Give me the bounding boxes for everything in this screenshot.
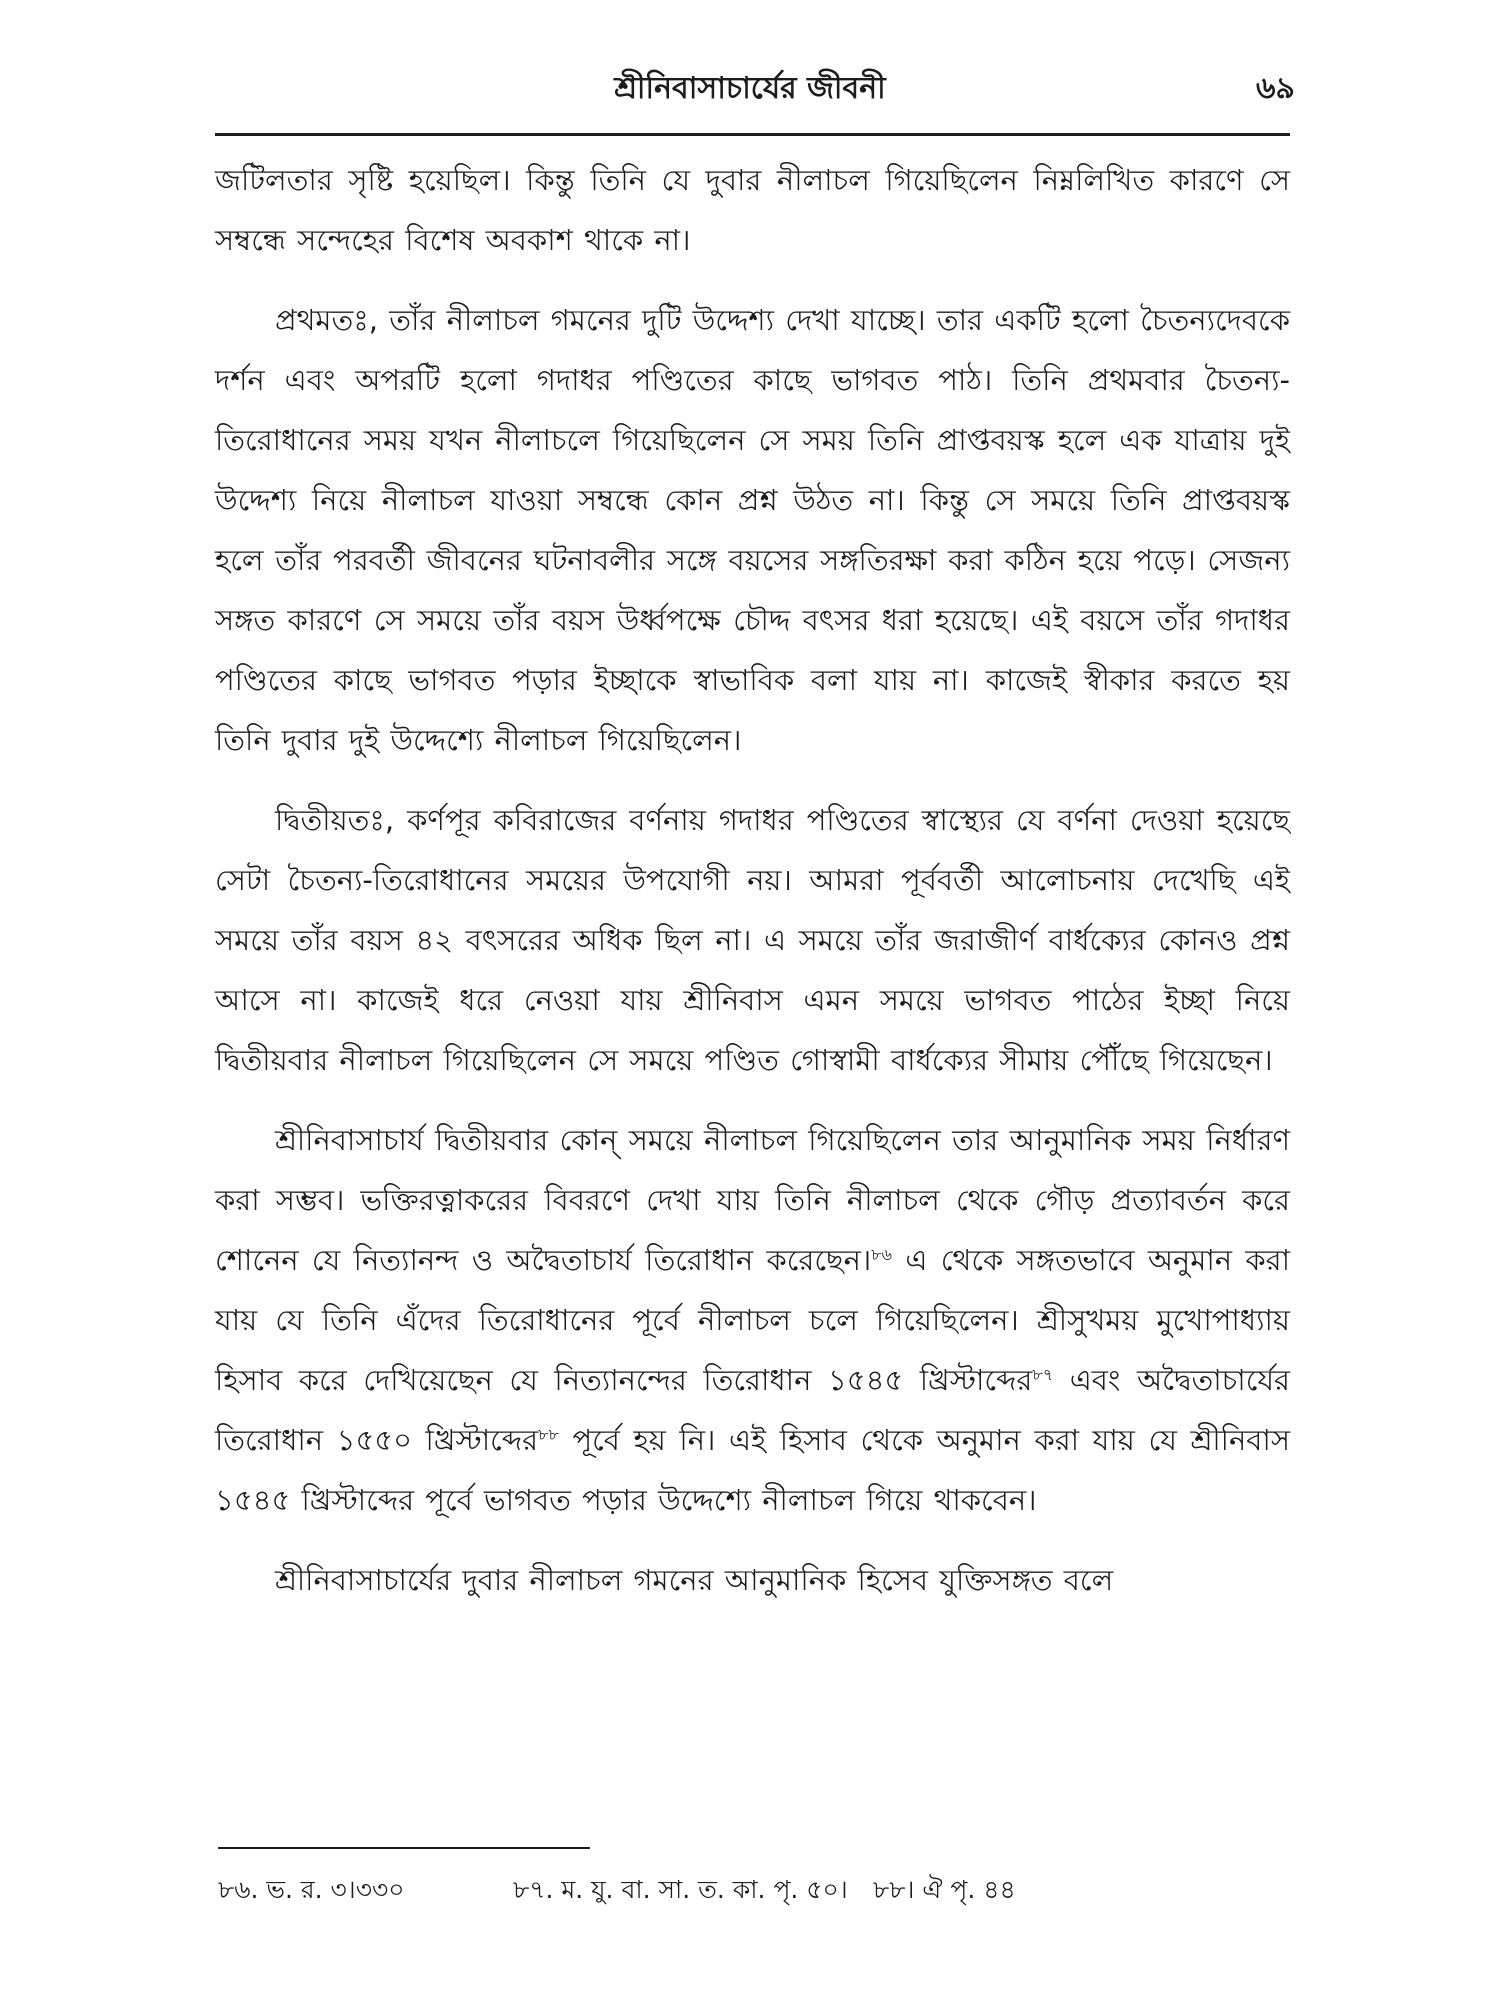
paragraph-4-text-a: শ্রীনিবাসাচার্য দ্বিতীয়বার কোন্ সময়ে নীলাচল গিয়েছিলেন তার আনুমানিক সময় নির্ধারণ করা সম্ভব। ভক্তিরত্নাকরের বিবরণে দেখা যায় তিনি নীলাচল থেকে গৌড় প্রত্যাবর্তন করে শোনেন যে নিত্যানন্দ ও অদ্বৈতাচার্য তিরোধান করেছেন। xyxy=(215,1123,1290,1277)
paragraph-5: শ্রীনিবাসাচার্যের দুবার নীলাচল গমনের আনুমানিক হিসেব যুক্তিসঙ্গত বলে xyxy=(275,1563,1114,1597)
running-title: শ্রীনিবাসাচার্যের জীবনী xyxy=(614,71,886,106)
note-ref-87: ৮৭ xyxy=(1032,1365,1054,1384)
page-header xyxy=(0,58,1500,118)
footnote-88: ৮৮। ঐ পৃ. ৪৪ xyxy=(873,1875,1016,1904)
page-number: ৬৯ xyxy=(1256,71,1295,106)
paragraph-4 xyxy=(215,1110,1290,1530)
note-ref-86: ৮৬ xyxy=(871,1245,893,1264)
footnote-86: ৮৬. ভ. র. ৩।৩৩০ xyxy=(218,1875,405,1904)
footnote-rule xyxy=(218,1847,590,1849)
paragraph-1: জটিলতার সৃষ্টি হয়েছিল। কিন্তু তিনি যে দুবার নীলাচল গিয়েছিলেন নিম্নলিখিত কারণে সে সম্বন্ধে সন্দেহের বিশেষ অবকাশ থাকে না। xyxy=(215,163,1290,257)
paragraph-4-text-c: এবং অদ্বৈতাচার্যের তিরোধান ১৫৫০ খ্রিস্টাব্দের xyxy=(215,1363,1291,1457)
paragraph-4-text-b: এ থেকে সঙ্গতভাবে অনুমান করা যায় যে তিনি এঁদের তিরোধানের পূর্বে নীলাচল চলে গিয়েছিলেন। শ্রীসুখময় মুখোপাধ্যায় হিসাব করে দেখিয়েছেন যে নিত্যানন্দের তিরোধান ১৫৪৫ খ্রিস্টাব্দের xyxy=(215,1243,1291,1397)
header-rule xyxy=(215,133,1290,136)
footnote-87: ৮৭. ম. যু. বা. সা. ত. কা. পৃ. ৫০। xyxy=(513,1875,848,1904)
paragraph-2: প্রথমতঃ, তাঁর নীলাচল গমনের দুটি উদ্দেশ্য দেখা যাচ্ছে। তার একটি হলো চৈতন্যদেবকে দর্শন এবং অপরটি হলো গদাধর পণ্ডিতের কাছে ভাগবত পাঠ। তিনি প্রথমবার চৈতন্য-তিরোধানের সময় যখন নীলাচলে গিয়েছিলেন সে সময় তিনি প্রাপ্তবয়স্ক হলে এক যাত্রায় দুই উদ্দেশ্য নিয়ে নীলাচল যাওয়া সম্বন্ধে কোন প্রশ্ন উঠত না। কিন্তু সে সময়ে তিনি প্রাপ্তবয়স্ক হলে তাঁর পরবর্তী জীবনের ঘটনাবলীর সঙ্গে বয়সের সঙ্গতিরক্ষা করা কঠিন হয়ে পড়ে। সেজন্য সঙ্গত কারণে সে সময়ে তাঁর বয়স উর্ধ্বপক্ষে চৌদ্দ বৎসর ধরা হয়েছে। এই বয়সে তাঁর গদাধর পণ্ডিতের কাছে ভাগবত পড়ার ইচ্ছাকে স্বাভাবিক বলা যায় না। কাজেই স্বীকার করতে হয় তিনি দুবার দুই উদ্দেশ্যে নীলাচল গিয়েছিলেন। xyxy=(215,303,1290,757)
paragraph-3: দ্বিতীয়তঃ, কর্ণপূর কবিরাজের বর্ণনায় গদাধর পণ্ডিতের স্বাস্থ্যের যে বর্ণনা দেওয়া হয়েছে সেটা চৈতন্য-তিরোধানের সময়ের উপযোগী নয়। আমরা পূর্ববর্তী আলোচনায় দেখেছি এই সময়ে তাঁর বয়স ৪২ বৎসরের অধিক ছিল না। এ সময়ে তাঁর জরাজীর্ণ বার্ধক্যের কোনও প্রশ্ন আসে না। কাজেই ধরে নেওয়া যায় শ্রীনিবাস এমন সময়ে ভাগবত পাঠের ইচ্ছা নিয়ে দ্বিতীয়বার নীলাচল গিয়েছিলেন সে সময়ে পণ্ডিত গোস্বামী বার্ধক্যের সীমায় পৌঁছে গিয়েছেন। xyxy=(215,803,1290,1077)
paragraph-4-text-d: পূর্বে হয় নি। এই হিসাব থেকে অনুমান করা যায় যে শ্রীনিবাস ১৫৪৫ খ্রিস্টাব্দের পূর্বে ভাগবত পড়ার উদ্দেশ্যে নীলাচল গিয়ে থাকবেন। xyxy=(215,1423,1290,1517)
body-text xyxy=(215,150,1290,1610)
note-ref-88: ৮৮ xyxy=(538,1425,559,1444)
